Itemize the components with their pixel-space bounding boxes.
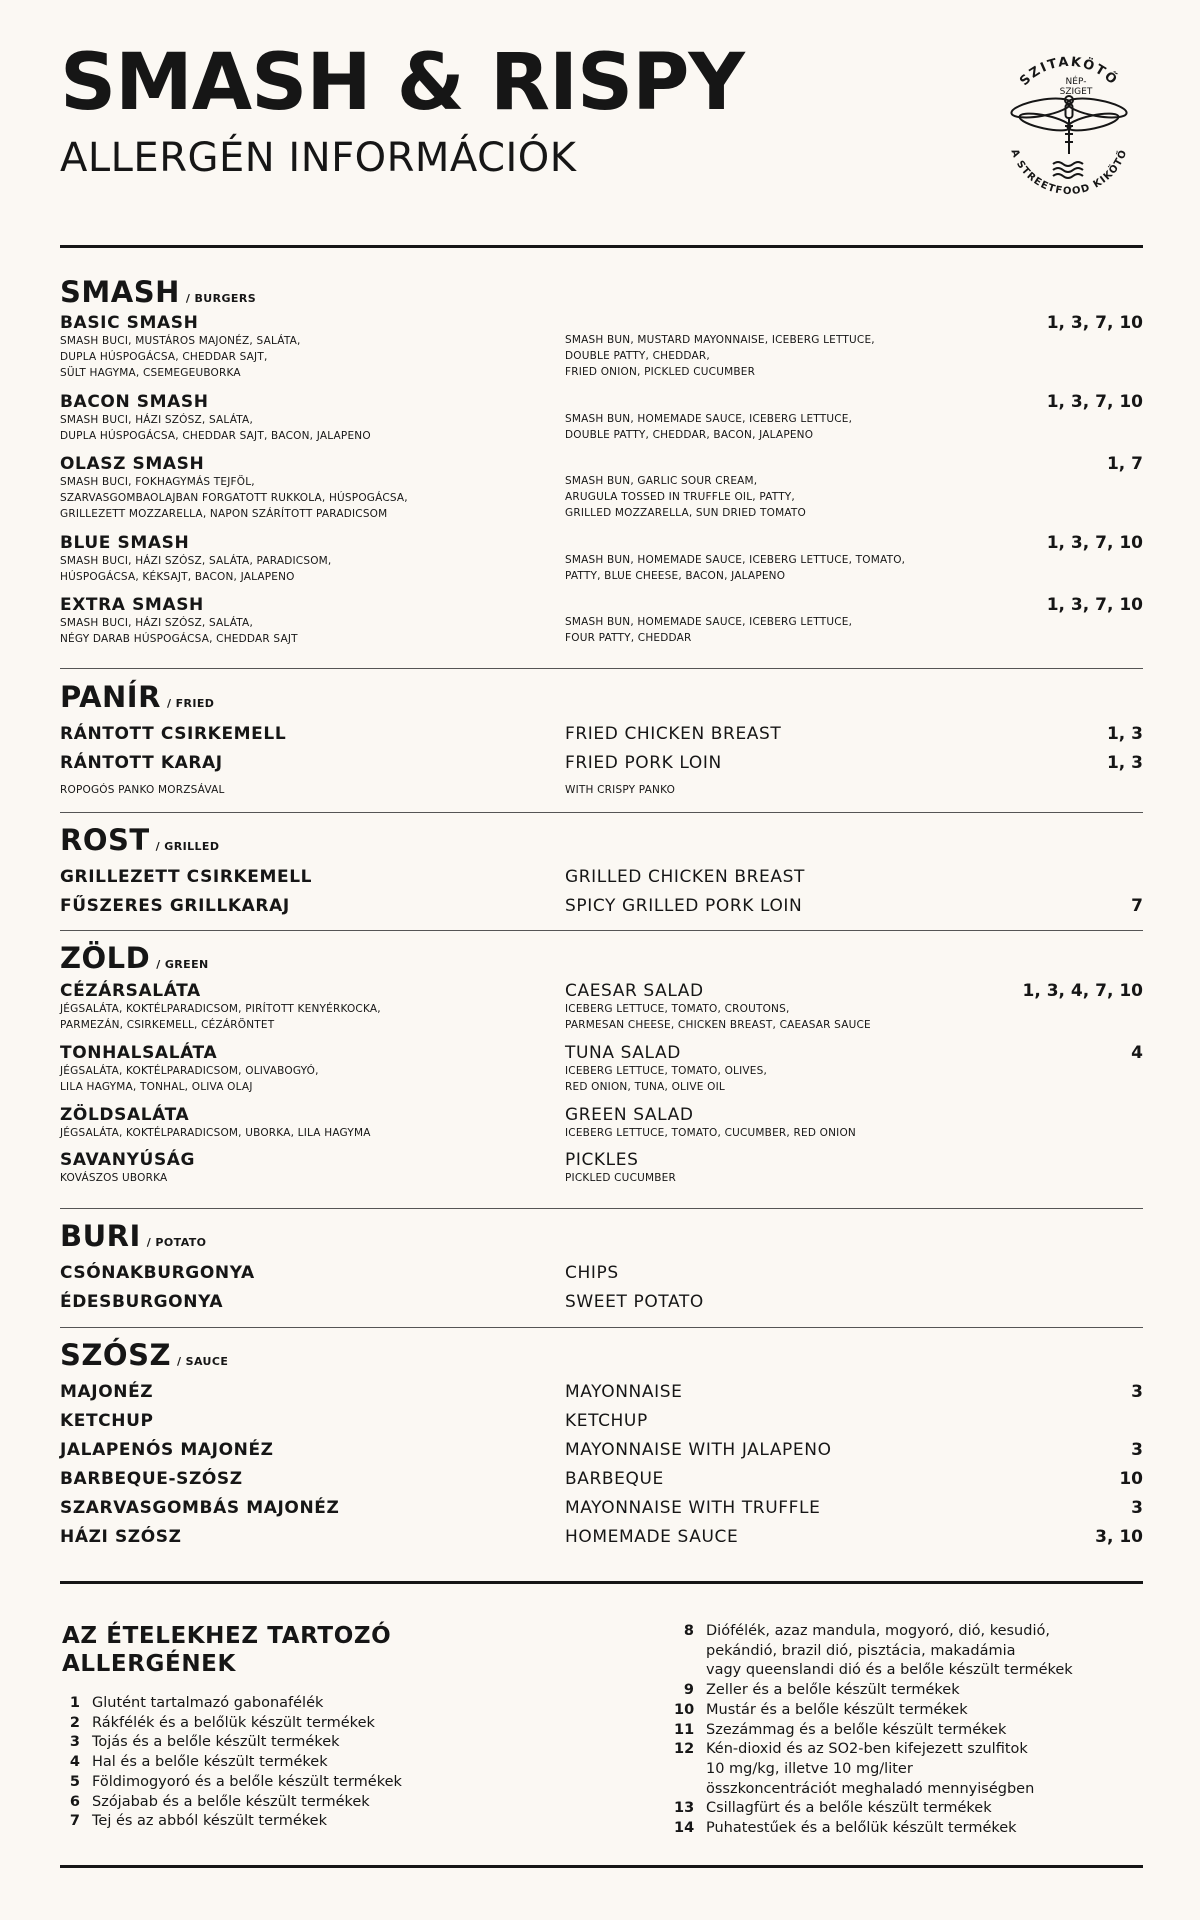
item-name-hu: EXTRA SMASH xyxy=(60,595,204,615)
item-name-hu: CÉZÁRSALÁTA xyxy=(60,981,201,1001)
item-desc-hu: KOVÁSZOS UBORKA xyxy=(60,1172,168,1184)
item-desc-en: SMASH BUN, HOMEMADE SAUCE, ICEBERG LETTUCE, TOMATO, PATTY, BLUE CHEESE, BACON, JALAPENO xyxy=(565,554,906,582)
item-name-hu: SAVANYÚSÁG xyxy=(60,1150,196,1170)
item-name-hu: ÉDESBURGONYA xyxy=(60,1292,224,1312)
section-note xyxy=(60,782,1143,802)
item-name-en: PICKLES xyxy=(565,1150,639,1170)
section-title: SZÓSZ xyxy=(60,1338,171,1372)
legend-divider xyxy=(60,1581,1143,1584)
page-subtitle: ALLERGÉN INFORMÁCIÓK xyxy=(60,135,577,181)
item-name-hu: OLASZ SMASH xyxy=(60,454,205,474)
item-allergens: 1, 3, 7, 10 xyxy=(1046,533,1143,553)
menu-item xyxy=(60,896,1143,925)
menu-item xyxy=(60,1498,1143,1527)
section-subtitle: / GREEN xyxy=(156,958,209,971)
item-allergens: 1, 3 xyxy=(1106,724,1143,744)
section-divider xyxy=(60,668,1143,669)
allergen-legend xyxy=(60,1622,1143,1862)
menu-item xyxy=(60,724,1143,753)
item-name-hu: ZÖLDSALÁTA xyxy=(60,1105,190,1125)
item-desc-en: SMASH BUN, MUSTARD MAYONNAISE, ICEBERG LETTUCE, DOUBLE PATTY, CHEDDAR, FRIED ONION, PICKLED CUCUMBER xyxy=(565,334,875,378)
menu-item xyxy=(60,867,1143,896)
section-subtitle: / FRIED xyxy=(166,697,215,710)
item-name-hu: BACON SMASH xyxy=(60,392,209,412)
item-name-en: TUNA SALAD xyxy=(565,1043,681,1063)
menu-item xyxy=(60,1105,1143,1150)
logo-arc-bottom: A STREETFOOD KIKÖTŐ xyxy=(1008,147,1130,198)
legend-list-left xyxy=(60,1694,620,1832)
section-subtitle: / SAUCE xyxy=(176,1355,229,1368)
item-name-en: HOMEMADE SAUCE xyxy=(565,1527,739,1547)
section-title: BURI xyxy=(60,1219,141,1253)
note-hu: ROPOGÓS PANKO MORZSÁVAL xyxy=(60,784,225,796)
item-name-en: BARBEQUE xyxy=(565,1469,664,1489)
item-desc-hu: JÉGSALÁTA, KOKTÉLPARADICSOM, UBORKA, LILA HAGYMA xyxy=(60,1127,371,1139)
legend-item: 14 Puhatestűek és a belőlük készült termékek xyxy=(674,1820,1017,1837)
item-name-hu: SZARVASGOMBÁS MAJONÉZ xyxy=(60,1498,340,1518)
item-allergens: 1, 3, 7, 10 xyxy=(1046,595,1143,615)
item-name-en: GRILLED CHICKEN BREAST xyxy=(565,867,805,887)
item-desc-en: ICEBERG LETTUCE, TOMATO, CROUTONS, PARMESAN CHEESE, CHICKEN BREAST, CAEASAR SAUCE xyxy=(565,1003,871,1031)
section-divider xyxy=(60,1208,1143,1209)
item-name-hu: KETCHUP xyxy=(60,1411,154,1431)
section-title: SMASH xyxy=(60,275,180,309)
item-allergens: 1, 3, 7, 10 xyxy=(1046,392,1143,412)
section-buri xyxy=(60,1219,1143,1321)
legend-item: 6 Szójabab és a belőle készült termékek xyxy=(69,1793,370,1810)
footer-divider xyxy=(60,1865,1143,1868)
item-desc-en: PICKLED CUCUMBER xyxy=(565,1172,676,1184)
section-divider xyxy=(60,1327,1143,1328)
menu-item xyxy=(60,595,1143,655)
menu-item xyxy=(60,753,1143,782)
legend-item: 2 Rákfélék és a belőlük készült termékek xyxy=(69,1714,375,1731)
item-name-en: CAESAR SALAD xyxy=(565,981,704,1001)
item-allergens: 4 xyxy=(1131,1043,1143,1063)
item-name-en: SWEET POTATO xyxy=(565,1292,704,1312)
legend-item: 7 Tej és az abból készült termékek xyxy=(69,1813,327,1830)
legend-item: 12 Kén-dioxid és az SO2-ben kifejezett szulfitok 10 mg/kg, illetve 10 mg/liter összkoncentrációt meghaladó mennyiségben xyxy=(674,1741,1035,1797)
item-desc-en: ICEBERG LETTUCE, TOMATO, CUCUMBER, RED ONION xyxy=(565,1127,856,1139)
item-name-en: GREEN SALAD xyxy=(565,1105,694,1125)
item-name-en: KETCHUP xyxy=(565,1411,648,1431)
note-en: WITH CRISPY PANKO xyxy=(565,784,676,796)
menu-item xyxy=(60,1263,1143,1292)
item-name-en: FRIED CHICKEN BREAST xyxy=(565,724,782,744)
legend-item: 10 Mustár és a belőle készült termékek xyxy=(674,1701,968,1718)
legend-item: 3 Tojás és a belőle készült termékek xyxy=(69,1734,340,1751)
item-desc-hu: SMASH BUCI, MUSTÁROS MAJONÉZ, SALÁTA, DUPLA HÚSPOGÁCSA, CHEDDAR SAJT, SÜLT HAGYMA, CSEMEGEUBORKA xyxy=(60,335,301,379)
item-name-hu: GRILLEZETT CSIRKEMELL xyxy=(60,867,313,887)
item-allergens: 3 xyxy=(1131,1382,1143,1402)
page-title: SMASH & RISPY xyxy=(60,38,744,128)
menu-item xyxy=(60,1469,1143,1498)
item-allergens: 1, 3, 4, 7, 10 xyxy=(1022,981,1143,1001)
section-subtitle: / GRILLED xyxy=(155,840,220,853)
item-desc-en: SMASH BUN, HOMEMADE SAUCE, ICEBERG LETTUCE, FOUR PATTY, CHEDDAR xyxy=(565,616,853,644)
legend-heading: AZ ÉTELEKHEZ TARTOZÓ ALLERGÉNEK xyxy=(62,1623,392,1677)
section-subtitle: / POTATO xyxy=(146,1236,207,1249)
item-name-hu: HÁZI SZÓSZ xyxy=(60,1527,182,1547)
item-name-en: FRIED PORK LOIN xyxy=(565,753,722,773)
menu-item xyxy=(60,981,1143,1043)
header-divider xyxy=(60,245,1143,248)
item-name-hu: BLUE SMASH xyxy=(60,533,190,553)
menu-item xyxy=(60,1150,1143,1190)
section-zold xyxy=(60,941,1143,1190)
item-name-hu: TONHALSALÁTA xyxy=(60,1043,218,1063)
item-name-hu: RÁNTOTT KARAJ xyxy=(60,753,223,773)
item-name-en: MAYONNAISE xyxy=(565,1382,683,1402)
item-desc-hu: JÉGSALÁTA, KOKTÉLPARADICSOM, PIRÍTOTT KENYÉRKOCKA, PARMEZÁN, CSIRKEMELL, CÉZÁRÖNTET xyxy=(60,1003,381,1031)
legend-item: 13 Csillagfürt és a belőle készült termékek xyxy=(674,1800,992,1817)
item-name-hu: CSÓNAKBURGONYA xyxy=(60,1263,255,1283)
item-desc-en: ICEBERG LETTUCE, TOMATO, OLIVES, RED ONION, TUNA, OLIVE OIL xyxy=(565,1065,768,1093)
item-allergens: 1, 3, 7, 10 xyxy=(1046,313,1143,333)
item-name-en: SPICY GRILLED PORK LOIN xyxy=(565,896,803,916)
section-rost xyxy=(60,823,1143,925)
section-subtitle: / BURGERS xyxy=(185,292,257,305)
item-name-hu: BARBEQUE-SZÓSZ xyxy=(60,1469,243,1489)
item-allergens: 1, 7 xyxy=(1106,454,1143,474)
item-name-hu: FŰSZERES GRILLKARAJ xyxy=(60,896,290,916)
item-allergens: 3 xyxy=(1131,1498,1143,1518)
menu-item xyxy=(60,454,1143,533)
menu-item xyxy=(60,1527,1143,1556)
menu-item xyxy=(60,392,1143,454)
legend-item: 1 Glutént tartalmazó gabonafélék xyxy=(69,1695,324,1711)
item-allergens: 7 xyxy=(1131,896,1143,916)
dragonfly-icon xyxy=(1010,95,1128,178)
item-name-en: MAYONNAISE WITH TRUFFLE xyxy=(565,1498,821,1518)
logo-arc-top: SZITAKÖTŐ xyxy=(1017,54,1121,90)
item-desc-en: SMASH BUN, GARLIC SOUR CREAM, ARUGULA TOSSED IN TRUFFLE OIL, PATTY, GRILLED MOZZARELLA, SUN DRIED TOMATO xyxy=(565,475,806,519)
szitakoto-logo xyxy=(993,46,1145,236)
item-allergens: 3 xyxy=(1131,1440,1143,1460)
section-title: ROST xyxy=(60,823,150,857)
legend-item: 9 Zeller és a belőle készült termékek xyxy=(683,1682,960,1699)
legend-item: 5 Földimogyoró és a belőle készült termékek xyxy=(69,1773,402,1790)
section-smash xyxy=(60,275,1143,655)
item-name-en: CHIPS xyxy=(565,1263,619,1283)
legend-item: 8 Diófélék, azaz mandula, mogyoró, dió, kesudió, pekándió, brazil dió, pisztácia, makadámia vagy queenslandi dió és a belőle készült termékek xyxy=(683,1623,1073,1679)
menu-item xyxy=(60,1440,1143,1469)
item-name-hu: JALAPENÓS MAJONÉZ xyxy=(60,1440,274,1460)
menu-item xyxy=(60,313,1143,392)
section-title: ZÖLD xyxy=(60,941,151,975)
item-desc-en: SMASH BUN, HOMEMADE SAUCE, ICEBERG LETTUCE, DOUBLE PATTY, CHEDDAR, BACON, JALAPENO xyxy=(565,413,853,441)
item-name-hu: RÁNTOTT CSIRKEMELL xyxy=(60,724,287,744)
item-name-hu: MAJONÉZ xyxy=(60,1382,154,1402)
item-desc-hu: SMASH BUCI, HÁZI SZÓSZ, SALÁTA, NÉGY DARAB HÚSPOGÁCSA, CHEDDAR SAJT xyxy=(60,617,298,645)
item-desc-hu: SMASH BUCI, HÁZI SZÓSZ, SALÁTA, DUPLA HÚSPOGÁCSA, CHEDDAR SAJT, BACON, JALAPENO xyxy=(60,414,371,442)
section-szosz xyxy=(60,1338,1143,1556)
section-divider xyxy=(60,930,1143,931)
menu-item xyxy=(60,533,1143,595)
legend-list-right xyxy=(674,1622,1144,1839)
menu-item xyxy=(60,1292,1143,1321)
item-desc-hu: SMASH BUCI, HÁZI SZÓSZ, SALÁTA, PARADICSOM, HÚSPOGÁCSA, KÉKSAJT, BACON, JALAPENO xyxy=(60,555,332,583)
logo-center-top: NÉP- xyxy=(1065,77,1087,87)
menu-item xyxy=(60,1411,1143,1440)
logo-center-bottom: SZIGET xyxy=(1059,87,1093,97)
item-desc-hu: SMASH BUCI, FOKHAGYMÁS TEJFÖL, SZARVASGOMBAOLAJBAN FORGATOTT RUKKOLA, HÚSPOGÁCSA, GRILLEZETT MOZZARELLA, NAPON SZÁRÍTOTT PARADICSOM xyxy=(60,476,408,520)
item-allergens: 10 xyxy=(1119,1469,1143,1489)
section-panir xyxy=(60,680,1143,802)
section-divider xyxy=(60,812,1143,813)
section-title: PANÍR xyxy=(60,680,161,714)
item-name-en: MAYONNAISE WITH JALAPENO xyxy=(565,1440,832,1460)
menu-page xyxy=(60,0,1143,1920)
menu-item xyxy=(60,1043,1143,1105)
item-name-hu: BASIC SMASH xyxy=(60,313,199,333)
item-allergens: 3, 10 xyxy=(1095,1527,1143,1547)
item-allergens: 1, 3 xyxy=(1106,753,1143,773)
menu-item xyxy=(60,1382,1143,1411)
item-desc-hu: JÉGSALÁTA, KOKTÉLPARADICSOM, OLIVABOGYÓ, LILA HAGYMA, TONHAL, OLIVA OLAJ xyxy=(60,1065,319,1093)
legend-item: 11 Szezámmag és a belőle készült termékek xyxy=(674,1721,1007,1738)
legend-item: 4 Hal és a belőle készült termékek xyxy=(69,1754,328,1771)
